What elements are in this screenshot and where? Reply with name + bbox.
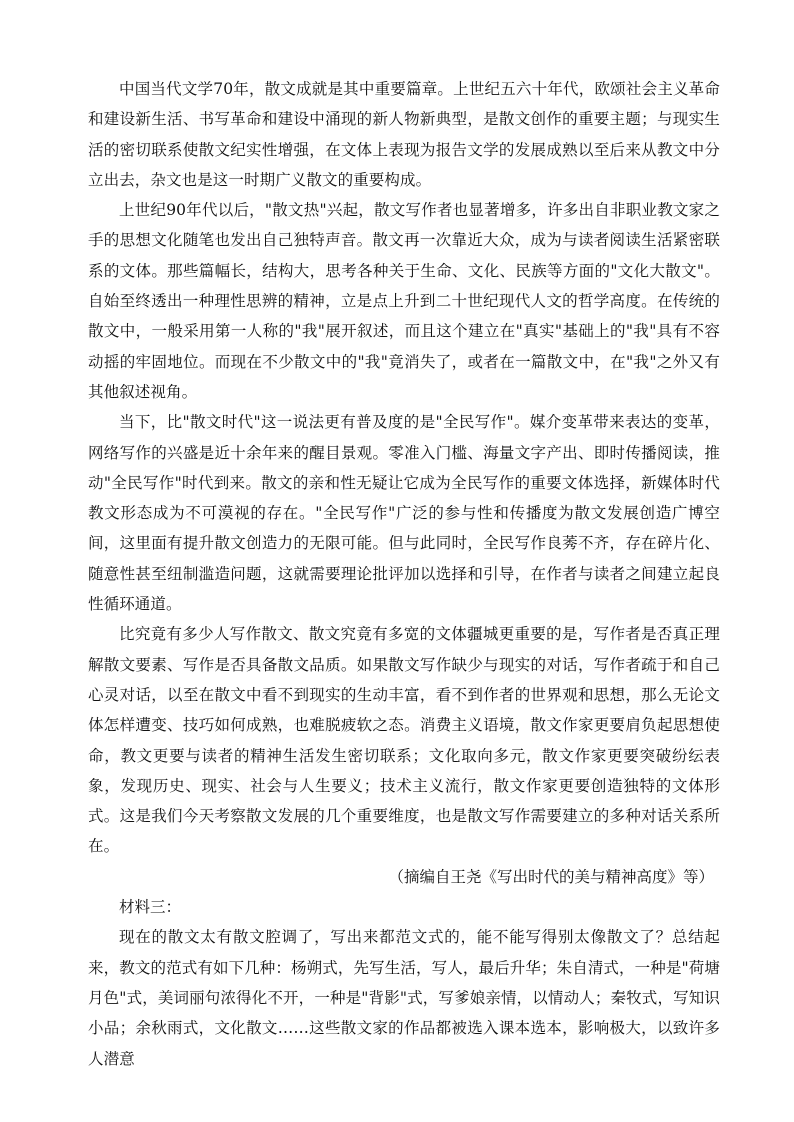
material-3-paragraph: 现在的散文太有散文腔调了，写出来都范文式的，能不能写得别太像散文了？总结起来，教文的范式有如下几种：杨朔式，先写生活，写人，最后升华；朱自清式，一种是"荷塘月色"式，美词丽句浓得化不开，一种是"背影"式，写爹娘亲情，以情动人；秦牧式，写知识小品；余秋雨式，文化散文……这些散文家的作品都被选入课本选本，影响极大，以致许多人潜意 bbox=[88, 928, 720, 1068]
source-citation: （摘编自王尧《写出时代的美与精神高度》等） bbox=[388, 867, 714, 886]
paragraph-4: 比究竟有多少人写作散文、散文究竟有多宽的文体疆城更重要的是，写作者是否真正理解散文要素、写作是否具备散文品质。如果散文写作缺少与现实的对话，写作者疏于和自己心灵对话，以至在散文中看不到现实的生动丰富，看不到作者的世界观和思想，那么无论文体怎样遭变、技巧如何成熟，也难脱疲软之态。消费主义语境，散文作家更要肩负起思想使命，教文更要与读者的精神生活发生密切联系；文化取向多元，散文作家更要突破纷纭表象，发现历史、现实、社会与人生要义；技术主义流行，散文作家更要创造独特的文体形式。这是我们今天考察散文发展的几个重要维度，也是散文写作需要建立的多种对话关系所在。 bbox=[88, 625, 720, 856]
section-label-material-3: 材料三： bbox=[119, 898, 182, 917]
paragraph-2: 上世纪90年代以后，"散文热"兴起，散文写作者也显著增多，许多出自非职业教文家之手的思想文化随笔也发出自己独特声音。散文再一次靠近大众，成为与读者阅读生活紧密联系的文体。那些篇幅长，结构大，思考各种关于生命、文化、民族等方面的"文化大散文"。自始至终透出一种理性思辨的精神，立是点上升到二十世纪现代人文的哲学高度。在传统的散文中，一般采用第一人称的"我"展开叙述，而且这个建立在"真实"基础上的"我"具有不容动摇的牢固地位。而现在不少散文中的"我"竟消失了，或者在一篇散文中，在"我"之外又有其他叙述视角。 bbox=[88, 201, 720, 401]
document-page bbox=[88, 74, 720, 1074]
paragraph-3: 当下，比"散文时代"这一说法更有普及度的是"全民写作"。媒介变革带来表达的变革，网络写作的兴盛是近十余年来的醒目景观。零准入门槛、海量文字产出、即时传播阅读，推动"全民写作"时代到来。散文的亲和性无疑让它成为全民写作的重要文体选择，新媒体时代教文形态成为不可漠视的存在。"全民写作"广泛的参与性和传播度为散文发展创造广博空间，这里面有提升散文创造力的无限可能。但与此同时，全民写作良莠不齐，存在碎片化、随意性甚至纽制滥造问题，这就需要理论批评加以选择和引导，在作者与读者之间建立起良性循环通道。 bbox=[88, 413, 720, 614]
paragraph-1: 中国当代文学70年，散文成就是其中重要篇章。上世纪五六十年代，欧颂社会主义革命和建设新生活、书写革命和建设中涌现的新人物新典型，是散文创作的重要主题；与现实生活的密切联系使散文纪实性增强，在文体上表现为报告文学的发展成熟以至后来从教文中分立出去，杂文也是这一时期广义散文的重要构成。 bbox=[88, 80, 720, 189]
